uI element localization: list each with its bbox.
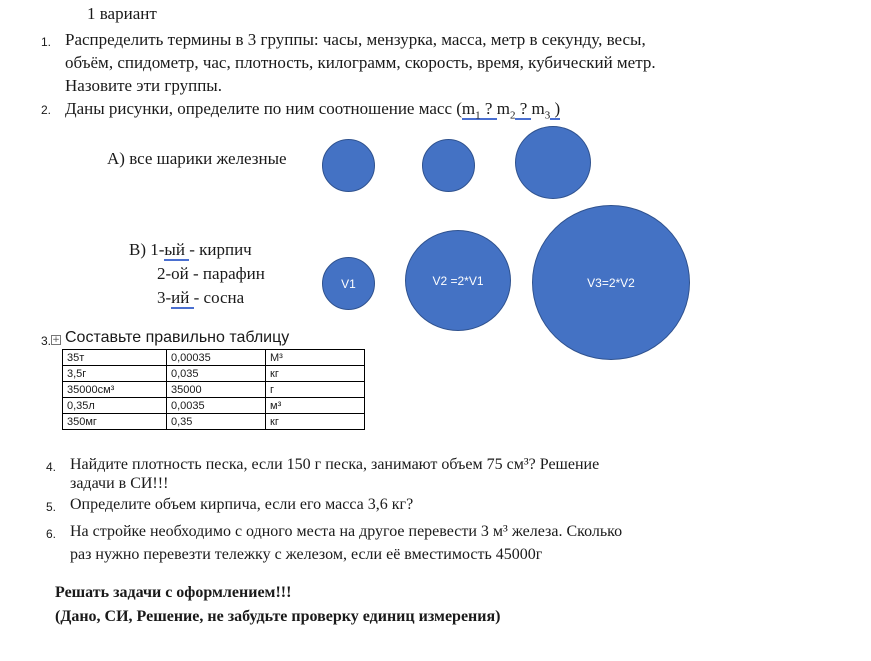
ball-v1: [322, 257, 375, 310]
section-b-line1: В) 1-ый - кирпич: [129, 240, 252, 259]
table-row: [63, 350, 365, 366]
q4-number: 4.: [46, 460, 57, 474]
q6-line1: На стройке необходимо с одного места на другое перевести 3 м³ железа. Сколько: [70, 523, 623, 540]
table-row: [63, 414, 365, 430]
table-cell: 35000: [167, 382, 266, 398]
q1-line2: объём, спидометр, час, плотность, килограмм, скорость, время, кубический метр.: [65, 53, 656, 72]
table-cell: 350мг: [63, 414, 167, 430]
footer-hint: (Дано, СИ, Решение, не забудьте проверку единиц измерения): [55, 608, 501, 625]
q3-title: Составьте правильно таблицу: [65, 329, 290, 346]
q3-number: 3.: [41, 334, 52, 348]
table-cell: 0,35л: [63, 398, 167, 414]
variant-title: 1 вариант: [87, 4, 157, 23]
section-b-line3: 3-ий - сосна: [157, 288, 245, 307]
q2-separator-1: ?: [480, 99, 497, 118]
section-b-line2: 2-ой - парафин: [157, 264, 265, 283]
q2-close-paren: ): [550, 99, 561, 118]
table-cell: г: [266, 382, 365, 398]
table-move-handle-icon[interactable]: +: [52, 335, 60, 345]
table-row: [63, 366, 365, 382]
table-row: [63, 382, 365, 398]
m2-symbol: $m_2$: [496, 99, 516, 122]
q1-line3: Назовите эти группы.: [65, 76, 222, 95]
q4-line1: Найдите плотность песка, если 150 г песка, занимают объем 75 см³? Решение: [70, 456, 600, 473]
q6-line2: раз нужно перевезти тележку с железом, если её вместимость 45000г: [70, 546, 543, 563]
table-row: [63, 398, 365, 414]
footer-instruction: Решать задачи с оформлением!!!: [55, 584, 292, 601]
q4-line2: задачи в СИ!!!: [70, 475, 169, 492]
ball-v1-label: V1: [341, 276, 356, 291]
table-cell: м³: [266, 398, 365, 414]
q5-text: Определите объем кирпича, если его масса 3,6 кг?: [70, 496, 414, 513]
q2-separator-2: ?: [515, 99, 532, 118]
ball-v2-label: V2 =2*V1: [432, 273, 484, 288]
table-cell: 35т: [63, 350, 167, 366]
q1-number: 1.: [41, 35, 52, 49]
table-cell: 0,00035: [167, 350, 266, 366]
ball-a1: [322, 139, 375, 192]
q1-line1: Распределить термины в 3 группы: часы, мензурка, масса, метр в секунду, весы,: [65, 30, 646, 49]
q6-number: 6.: [46, 527, 57, 541]
q5-number: 5.: [46, 500, 57, 514]
ball-a2: [422, 139, 475, 192]
table-cell: 0,035: [167, 366, 266, 382]
q2-prompt: Даны рисунки, определите по ним соотношение масс (: [65, 99, 462, 118]
table-cell: 3,5г: [63, 366, 167, 382]
m3-symbol: $m_3$: [531, 99, 551, 122]
ball-v3: [532, 205, 690, 360]
section-a-label: А) все шарики железные: [107, 149, 287, 168]
units-table: [62, 349, 365, 430]
table-cell: кг: [266, 414, 365, 430]
table-cell: 0,0035: [167, 398, 266, 414]
m1-symbol: $m_1$: [461, 99, 481, 122]
q2-number: 2.: [41, 103, 52, 117]
ball-v2: [405, 230, 511, 331]
table-cell: М³: [266, 350, 365, 366]
ball-v3-label: V3=2*V2: [587, 275, 635, 290]
ball-a3: [515, 126, 591, 199]
q2-text: [65, 97, 560, 127]
table-cell: 0,35: [167, 414, 266, 430]
table-cell: 35000см³: [63, 382, 167, 398]
table-cell: кг: [266, 366, 365, 382]
